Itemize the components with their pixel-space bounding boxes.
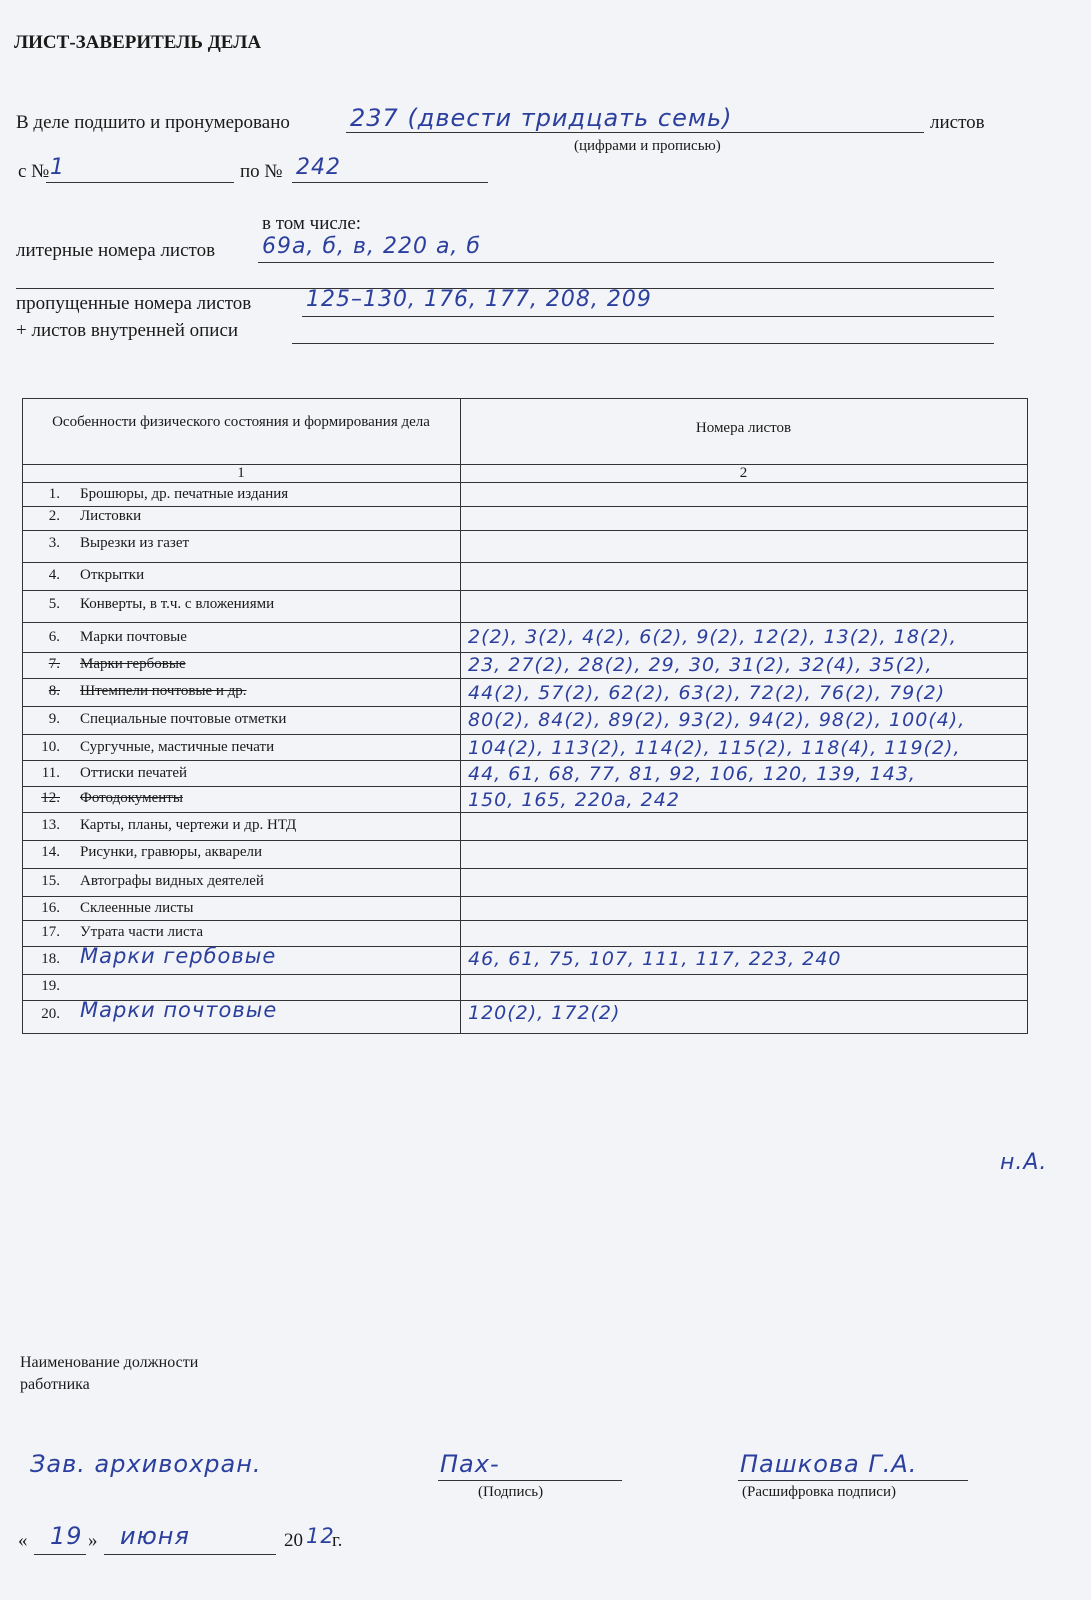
to-line — [292, 182, 488, 183]
from-label: с № — [18, 161, 50, 182]
skipped-value: 125–130, 176, 177, 208, 209 — [306, 287, 652, 312]
stamps-numbers-line: 2(2), 3(2), 4(2), 6(2), 9(2), 12(2), 13(2), 18(2), — [468, 626, 957, 648]
row18-numbers: 46, 61, 75, 107, 111, 117, 223, 240 — [468, 948, 842, 970]
from-value: 1 — [50, 155, 65, 180]
row-label: Брошюры, др. печатные издания — [80, 486, 289, 502]
signature-decode: Пашкова Г.А. — [740, 1450, 918, 1478]
row-label: Вырезки из газет — [80, 535, 190, 551]
row-label: Специальные почтовые отметки — [80, 711, 287, 727]
decode-line — [738, 1480, 968, 1481]
to-label: по № — [240, 161, 283, 182]
row-number: 13. — [41, 817, 60, 833]
row-number: 18. — [41, 951, 60, 967]
row-number: 10. — [41, 739, 60, 755]
row-number: 12. — [41, 790, 60, 806]
signature-line — [438, 1480, 622, 1481]
row-number: 16. — [41, 900, 60, 916]
row-label-handwritten: Марки гербовые — [80, 944, 277, 968]
row-number: 19. — [41, 978, 60, 994]
liter-line — [258, 262, 994, 263]
row-number: 11. — [41, 765, 60, 781]
stamps-numbers-line: 44(2), 57(2), 62(2), 63(2), 72(2), 76(2), 79(2) — [468, 682, 946, 704]
row-label: Утрата части листа — [80, 924, 204, 940]
row-number: 17. — [41, 924, 60, 940]
row-label: Склеенные листы — [80, 900, 194, 916]
date-day: 19 — [50, 1522, 83, 1550]
row-number: 1. — [48, 486, 60, 502]
liter-label: литерные номера листов — [16, 240, 216, 261]
position-label: Наименование должности — [20, 1354, 199, 1371]
sewn-count-line — [346, 132, 924, 133]
date-suffix: г. — [332, 1530, 343, 1551]
row-label: Автографы видных деятелей — [80, 873, 264, 889]
stamps-numbers-line: 44, 61, 68, 77, 81, 92, 106, 120, 139, 143, — [468, 763, 916, 785]
date-day-line — [34, 1554, 86, 1555]
row-label: Листовки — [80, 508, 142, 524]
sewn-count-value: 237 (двести тридцать семь) — [350, 104, 733, 132]
row-label: Фотодокументы — [80, 790, 183, 806]
row-label: Конверты, в т.ч. с вложениями — [80, 596, 275, 612]
row-label: Открытки — [80, 567, 145, 583]
row-label: Марки гербовые — [80, 656, 186, 672]
skipped-label: пропущенные номера листов — [16, 293, 252, 314]
row-number: 5. — [48, 596, 60, 612]
row-number: 3. — [48, 535, 60, 551]
features-table — [22, 398, 1028, 1034]
date-month: июня — [120, 1522, 190, 1550]
col2-header: Номера листов — [695, 420, 792, 436]
position-label-2: работника — [20, 1376, 90, 1393]
position-value: Зав. архивохран. — [30, 1450, 262, 1478]
liter-value: 69а, б, в, 220 а, б — [262, 234, 481, 259]
row-label-handwritten: Марки почтовые — [80, 998, 278, 1022]
row-label: Штемпели почтовые и др. — [80, 683, 247, 699]
date-quote-close: » — [88, 1530, 98, 1551]
row-label: Карты, планы, чертежи и др. НТД — [80, 817, 297, 833]
inventory-label: + листов внутренней описи — [16, 320, 239, 341]
decode-label: (Расшифровка подписи) — [742, 1484, 896, 1500]
row-label: Марки почтовые — [80, 629, 187, 645]
date-year: 12 — [306, 1524, 335, 1548]
row-label: Оттиски печатей — [80, 765, 188, 781]
row-number: 9. — [48, 711, 60, 727]
date-year-prefix: 20 — [284, 1530, 303, 1551]
to-value: 242 — [296, 155, 341, 180]
date-quote-open: « — [18, 1530, 28, 1551]
including-label: в том числе: — [262, 213, 362, 234]
sheets-suffix: листов — [930, 112, 985, 133]
row-label: Рисунки, гравюры, акварели — [80, 844, 263, 860]
stamps-numbers-line: 150, 165, 220а, 242 — [468, 789, 680, 811]
skipped-line — [302, 316, 994, 317]
date-month-line — [104, 1554, 276, 1555]
col1-header: Особенности физического состояния и формирования дела — [52, 414, 430, 430]
page-title: ЛИСТ-ЗАВЕРИТЕЛЬ ДЕЛА — [14, 32, 262, 53]
row-number: 6. — [48, 629, 60, 645]
row-number: 14. — [41, 844, 60, 860]
signature: Пах- — [440, 1450, 500, 1478]
row20-numbers: 120(2), 172(2) — [468, 1002, 621, 1024]
row-number: 8. — [48, 683, 60, 699]
row-number: 15. — [41, 873, 60, 889]
col2-number: 2 — [739, 465, 748, 481]
row-number: 7. — [48, 656, 60, 672]
col1-number: 1 — [237, 465, 245, 481]
stamps-numbers-line: 104(2), 113(2), 114(2), 115(2), 118(4), 119(2), — [468, 737, 961, 759]
row-number: 4. — [48, 567, 60, 583]
row-label: Сургучные, мастичные печати — [80, 739, 275, 755]
inventory-line — [292, 343, 994, 344]
stamps-numbers-line: 80(2), 84(2), 89(2), 93(2), 94(2), 98(2), 100(4), — [468, 709, 966, 731]
sewn-label: В деле подшито и пронумеровано — [16, 112, 290, 133]
from-line — [46, 182, 234, 183]
stamps-numbers-line: 23, 27(2), 28(2), 29, 30, 31(2), 32(4), 35(2), — [468, 654, 933, 676]
row-number: 2. — [48, 508, 60, 524]
margin-note: н.А. — [1000, 1150, 1048, 1175]
signature-label: (Подпись) — [478, 1484, 544, 1500]
digits-hint: (цифрами и прописью) — [574, 138, 721, 154]
row-number: 20. — [41, 1006, 60, 1022]
